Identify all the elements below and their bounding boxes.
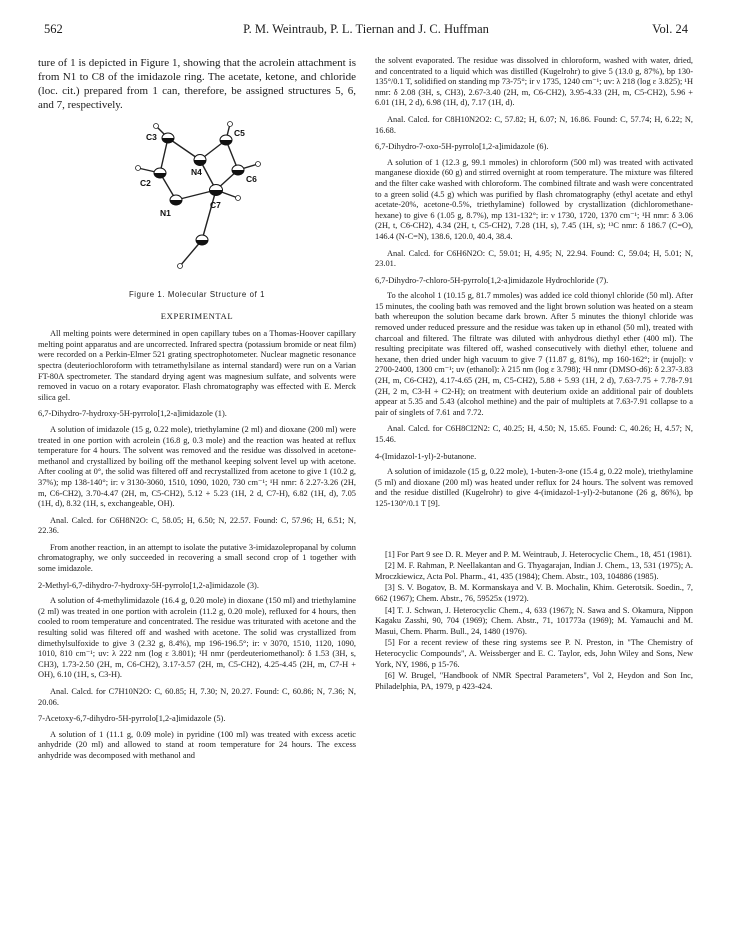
bond-lines [138,124,258,266]
analysis-paragraph: Anal. Calcd. for C6H6N2O: C, 59.01; H, 4.95; N, 22.94. Found: C, 59.04; H, 5.01; N, 23.01. [375,248,693,269]
atom-label-c5: C5 [234,128,245,138]
page-number: 562 [44,22,63,36]
right-column [375,56,693,693]
analysis-paragraph: Anal. Calcd. for C8H10N2O2: C, 57.82; H, 6.07; N, 16.86. Found: C, 57.74; H, 6.22; N, 16.68. [375,114,693,135]
reference-item: [3] S. V. Bogatov, B. M. Kormanskaya and V. B. Mochalin, Khim. Geterotsik. Soedin., 7, 662 (1967); Chem. Abstr., 76, 59525x (1972). [375,583,693,603]
analysis-paragraph: Anal. Calcd. for C6H8N2O: C, 58.05; H, 6.50; N, 22.57. Found: C, 57.96; H, 6.51; N, 22.36. [38,515,356,536]
atom-label-c3: C3 [146,132,157,142]
figure-caption: Figure 1. Molecular Structure of 1 [128,290,266,299]
figure-1 [38,118,356,286]
compound-heading: 7-Acetoxy-6,7-dihydro-5H-pyrrolo[1,2-a]imidazole (5). [38,714,226,724]
running-authors: P. M. Weintraub, P. L. Tiernan and J. C. Huffman [243,22,489,36]
paragraph: the solvent evaporated. The residue was dissolved in chloroform, washed with water, dried, and concentrated to a liquid which was distilled (Kugelrohr) to give 5 (13.0 g, 87%), bp 130-135°/0.1 T, solidified on standing mp 73-75°; ir ν 1735, 1240 cm⁻¹; uv: λ 218 (log ε 3.825); ¹H nmr: δ 2.08 (3H, s, CH3), 2.67-3.40 (2H, m, C6-CH2), 3.95-4.33 (2H, m, C5-CH2), 5.96 + 6.01 (1H, 2 d), 6.98 (1H, d), 7.17 (1H, d). [375,56,693,108]
paragraph: A solution of imidazole (15 g, 0.22 mole), triethylamine (2 ml) and dioxane (200 ml) were treated in one portion with acrolein (16.8 g, 0.3 mole) and the reaction was heated at reflux temperature for 4 hours. The solvent was removed and the residue was dissolved in acetone-methanol and crystallized by boiling off the methanol keeping solvent level up with acetone. After cooling at 0°, the solid was filtered off and recrystallized from acetone to give 1 (10.2 g, 37%); mp 138-140°; ir: ν 3130-3060, 1510, 1090, 1020, 730 cm⁻¹; ¹H nmr: δ 2.27-3.26 (2H, m, C6-CH2), 3.70-4.47 (2H, m, C5-CH2), 5.12 + 5.23 (1H, 2 d, C7-H), 6.82 (1H, d), 7.05 (1H, d), 8.32 (1H, s, exchangeable, OH). [38,424,356,509]
running-header [44,22,688,38]
paragraph: All melting points were determined in open capillary tubes on a Thomas-Hoover capillary melting point apparatus and are uncorrected. Infrared spectra (potassium bromide or neat film) were recorded on a Perkin-Elmer 521 grating spectrophotometer. Nuclear magnetic resonance spectra (deuteriochloroform with tetramethylsilane as internal standard) were run on a Varian FT-80A spectrometer. The standard drying agent was magnesium sulfate, and solvents were removed in vacuo on a rotary evaporator. Flash chromatography was effected with E. Merck silica gel. [38,329,356,402]
paragraph: To the alcohol 1 (10.15 g, 81.7 mmoles) was added ice cold thionyl chloride (50 ml). After 15 minutes, the cooling bath was removed and the light brown solution was heated on a steam bath whereupon the solution became dark brown. After 5 minutes the thionyl chloride was removed under reduced pressure and the residue was taken up in ethanol (50 ml), treated with charcoal and filtered. The filtrate was diluted with anhydrous diethyl ether (400 ml). The resulting precipitate was filtered off, washed consecutively with diethyl ether, toluene and hexane, then dried under high vacuum to give 7 (11.87 g, 81%), mp 160-162°; ir (nujol): ν 2700-2400, 1300 cm⁻¹; uv (ethanol): λ 215 nm (log ε 3.798); ¹H nmr (DMSO-d6): δ 2.37-3.83 (2H, m, C6-CH2), 4.17-4.65 (2H, m, C5-CH2), 5.88 + 5.93 (1H, 2 d), 7.63-7.75 + 7.78-7.91 (2H, 2 m, C3-H + C2-H); on treatment with deuterium oxide an additional pair of doublets appear at 5.35 and 5.43 (alcohol methine) and the pair of multiplets at 7.63-7.91 collapse to a pair of singlets of 7.61 and 7.72. [375,291,693,417]
compound-heading: 4-(Imidazol-1-yl)-2-butanone. [375,451,477,461]
analysis-paragraph: Anal. Calcd. for C6H8Cl2N2: C, 40.25; H, 4.50; N, 15.65. Found: C, 40.26; H, 4.57; N, 15.46. [375,424,693,444]
atom-ellipsoid-shading [154,138,244,245]
compound-heading: 2-Methyl-6,7-dihydro-7-hydroxy-5H-pyrrolo[1,2-a]imidazole (3). [38,580,259,590]
atom-label-c7: C7 [210,200,221,210]
paragraph: A solution of imidazole (15 g, 0.22 mole), 1-buten-3-one (15.4 g, 0.22 mole), triethylamine (5 ml) and dioxane (200 ml) was heated under reflux for 24 hours. The solvent was removed and the residue distilled (Kugelrohr) to give 4-(imidazol-1-yl)-2-butanone (26 g, 86%), bp 125-130°/0.1 T [9]. [375,467,693,508]
molecular-structure-diagram [98,118,298,284]
reference-item: [4] T. J. Schwan, J. Heterocyclic Chem., 4, 633 (1967); N. Sawa and S. Okamura, Nippon Kagaku Zasshi, 90, 704 (1969); Chem. Abstr., 71, 101773a (1969); M. Yamauchi and M. Masui, Chem. Pharm. Bull., 24, 1480 (1976). [375,605,693,636]
atom-label-c2: C2 [140,178,151,188]
references-gap [375,516,693,550]
compound-heading: 6,7-Dihydro-7-hydroxy-5H-pyrrolo[1,2-a]imidazole (1). [38,409,227,419]
atom-label-c6: C6 [246,174,257,184]
reference-item: [1] For Part 9 see D. R. Meyer and P. M. Weintraub, J. Heterocyclic Chem., 18, 451 (1981). [385,549,692,559]
references-list [375,550,693,693]
section-heading: EXPERIMENTAL [160,310,234,321]
paragraph: A solution of 1 (11.1 g, 0.09 mole) in pyridine (100 ml) was treated with excess acetic anhydride (20 ml) and allowed to stand at room temperature for 24 hours. The excess anhydride was decomposed with methanol and [38,729,356,760]
paragraph: A solution of 4-methylimidazole (16.4 g, 0.20 mole) in dioxane (150 ml) and triethylamine (2 ml) was treated in one portion with acrolein (11.2 g, 0.20 mole), refluxed for 4 hours, then cooled to room temperature and concentrated. The residue was triturated with acetone and the resulting solid was filtered off and washed with acetone. The solid was crystallized from dimethylsulfoxide to give 3 (2.32 g, 8.4%), mp 196-196.5°; ir: ν 3070, 1510, 1120, 1090, 1010, 810 cm⁻¹; uv: λ 222 nm (log ε 3.801); ¹H nmr (perdeuteriomethanol): δ 1.53 (3H, s, CH3), 1.73-2.50 (2H, m, C6-CH2), 3.17-3.57 (2H, m, C5-CH2), 4.25-4.45 (2H, m, C7-H + OH), 6.10 (1H, s, C3-H). [38,596,356,680]
intro-paragraph: ture of 1 is depicted in Figure 1, showing that the acrolein attachment is from N1 to C8 of the imidazole ring. The acetate, ketone, and chloride (loc. cit.) prepared from 1 can, therefore, be assigned structures 5, 6, and 7, respectively. [38,57,356,111]
paragraph: A solution of 1 (12.3 g, 99.1 mmoles) in chloroform (500 ml) was treated with activated manganese dioxide (60 g) and stirred overnight at room temperature. The mixture was filtered and the filter cake washed with chloroform. The combined filtrate and wash were concentrated to a green solid (4.5 g) which was purified by flash chromatography (ethyl acetate and ethyl acetate-20%, acetone-0.5%, triethylamine) followed by crystallization (dichloromethane-hexane) to give 6 (1.05 g, 8.7%), mp 131-132°; ir: ν 1730, 1720, 1370 cm⁻¹; ¹H nmr: δ 3.06 (2H, t, C6-CH2), 4.34 (2H, t, C5-CH2), 7.28 (1H, s), 7.45 (1H, s); ¹³C nmr: δ 186.7 (C=O), 146.4 (N-C=N), 138.6, 120.0, 40.4, 38.4. [375,157,693,241]
compound-heading: 6,7-Dihydro-7-chloro-5H-pyrrolo[1,2-a]imidazole Hydrochloride (7). [375,275,609,285]
atom-label-n4: N4 [191,167,202,177]
compound-heading: 6,7-Dihydro-7-oxo-5H-pyrrolo[1,2-a]imidazole (6). [375,142,549,152]
atom-label-n1: N1 [160,208,171,218]
reference-item: [2] M. F. Rahman, P. Neellakantan and G. Thyagarajan, Indian J. Chem., 13, 531 (1975); A. Mroczkiewicz, Acta Pol. Pharm., 41, 435 (1984); Chem. Abstr., 103, 104886 (1985). [375,561,693,581]
analysis-paragraph: Anal. Calcd. for C7H10N2O: C, 60.85; H, 7.30; N, 20.27. Found: C, 60.86; N, 7.36; N, 20.06. [38,687,356,707]
reference-item: [6] W. Brugel, "Handbook of NMR Spectral Parameters", Vol 2, Heydon and Son Inc, Philadelphia, PA, 1979, p 423-424. [375,671,693,691]
reference-item: [5] For a recent review of these ring systems see P. N. Preston, in "The Chemistry of Heterocyclic Compounds", A. Weissberger and E. C. Taylor, eds, John Wiley and Sons, New York, NY, 1986, p 15-76. [375,638,693,669]
left-column [38,56,356,768]
volume-label: Vol. 24 [652,22,688,36]
paragraph: From another reaction, in an attempt to isolate the putative 3-imidazolepropanal by column chromatography, we only succeeded in recovering a small second crop of 1 together with some imidazole. [38,542,356,574]
